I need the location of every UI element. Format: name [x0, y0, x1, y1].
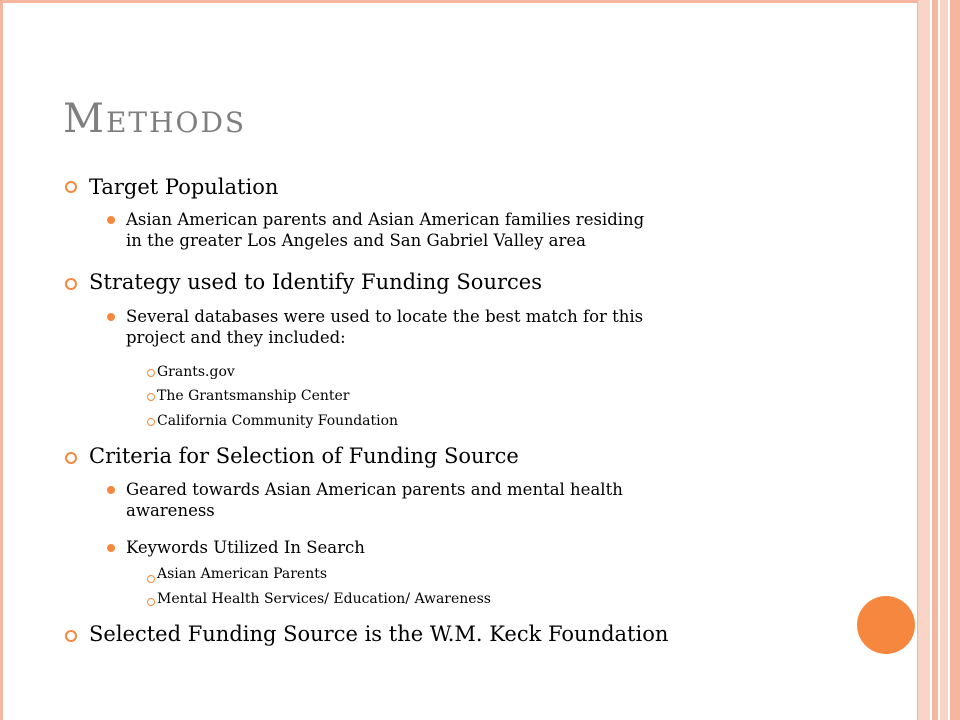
sub-bullet-line: in the greater Los Angeles and San Gabriel Valley area: [126, 231, 586, 250]
dot-bullet-icon: [107, 486, 115, 494]
sub-bullet-line: Keywords Utilized In Search: [126, 538, 365, 557]
sub-sub-bullet: Mental Health Services/ Education/ Awareness: [157, 591, 491, 607]
sub-bullet-line: Several databases were used to locate the best match for this: [126, 307, 644, 326]
sub-bullet-line: Asian American parents and Asian American families residing: [126, 210, 645, 229]
bullet-criteria: Criteria for Selection of Funding Source: [89, 444, 519, 468]
sub-bullet-line: Geared towards Asian American parents and mental health: [126, 480, 623, 499]
sub-sub-bullet: California Community Foundation: [157, 413, 399, 429]
ring-bullet-icon: [65, 278, 77, 290]
sub-sub-bullet: Asian American Parents: [157, 566, 328, 582]
dot-bullet-icon: [107, 544, 115, 552]
slide-title: Methods: [63, 96, 247, 142]
bullet-selected: Selected Funding Source is the W.M. Keck Foundation: [89, 622, 669, 646]
sub-sub-bullet: Grants.gov: [157, 364, 235, 380]
dot-bullet-icon: [107, 216, 115, 224]
ring-bullet-icon: [147, 393, 155, 401]
ring-bullet-icon: [147, 369, 155, 377]
ring-bullet-icon: [65, 181, 77, 193]
ring-bullet-icon: [65, 630, 77, 642]
ring-bullet-icon: [147, 575, 155, 583]
ring-bullet-icon: [147, 418, 155, 426]
dot-bullet-icon: [107, 313, 115, 321]
sub-bullet-line: project and they included:: [126, 328, 346, 347]
ring-bullet-icon: [147, 598, 155, 606]
bullet-strategy: Strategy used to Identify Funding Sources: [89, 270, 542, 294]
ring-bullet-icon: [65, 452, 77, 464]
sub-sub-bullet: The Grantsmanship Center: [157, 388, 350, 404]
bullet-target-population: Target Population: [89, 175, 279, 199]
sub-bullet-line: awareness: [126, 501, 215, 520]
